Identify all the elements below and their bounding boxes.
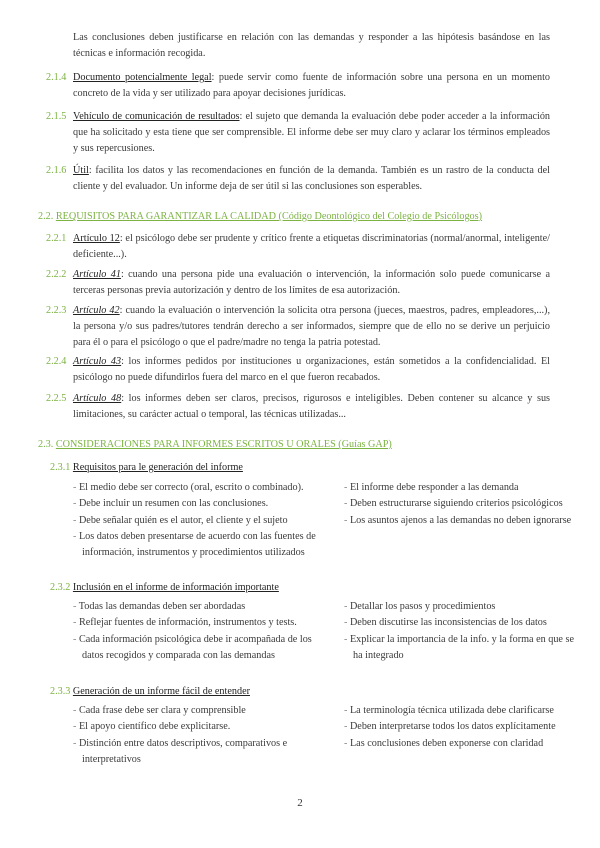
item-text: : el sujeto que demanda la evaluación debe poder acceder a la información que ha solicitado y esta tiene que ser comprensible. El informe debe ser muy claro y aclarar los términos empleados y sus repercusiones. (73, 111, 551, 154)
item-number: 2.1.4 (46, 72, 67, 83)
list-item: - Deben interpretarse todos los datos explícitamente (344, 721, 556, 733)
item-number: 2.2.2 (46, 269, 67, 280)
item-term: Artículo 48 (73, 393, 122, 404)
list-item: - Distinción entre datos descriptivos, comparativos e interpretativos (73, 737, 288, 765)
item-term: Artículo 43 (73, 356, 122, 367)
item-2-1-5 (46, 109, 551, 156)
list-item: - El informe debe responder a las demanda (344, 482, 519, 493)
page-number: 2 (297, 797, 303, 809)
list-left-2-3-3 (73, 703, 335, 768)
list-item: - Cada frase debe ser clara y comprensible (73, 705, 246, 716)
item-term: Útil (73, 165, 89, 176)
subsection-number: 2.3.2 (50, 582, 71, 593)
item-number: 2.2.1 (46, 233, 67, 244)
item-term: Artículo 12 (73, 233, 120, 244)
section-number: 2.3. (38, 439, 54, 450)
item-term: Documento potencialmente legal (73, 72, 212, 83)
item-number: 2.2.3 (46, 305, 67, 316)
subsection-heading-2-3-3 (50, 684, 250, 700)
section-heading-2-3 (38, 437, 580, 453)
item-term: Vehículo de comunicación de resultados (73, 111, 240, 122)
item-text: : los informes deben ser claros, precisos, rigurosos e inteligibles. Deben contener su alcance y sus limitaciones, su carácter actual o temporal, las técnicas utilizadas... (73, 393, 551, 420)
item-text: : cuando la evaluación o intervención la solicita otra persona (jueces, maestros, padres, empleadores,...), la persona y/o sus padres/tutores tendrán derecho a ser informados, siempre que de ello no se derive un perjuicio para él o para el psicólogo o que el padre/madre no tenga la patria potestad. (73, 305, 551, 348)
list-item: - Deben estructurarse siguiendo criterios psicológicos (344, 498, 563, 510)
list-item: - El medio debe ser correcto (oral, escrito o combinado). (73, 482, 304, 493)
list-item: - Debe señalar quién es el autor, el cliente y el sujeto (73, 514, 288, 526)
list-left-2-3-1 (73, 480, 335, 562)
list-item: - Los datos deben presentarse de acuerdo con las fuentes de información, instrumentos y procedimientos utilizados (73, 530, 316, 559)
subsection-number: 2.3.3 (50, 686, 71, 697)
subsection-title: Generación de un informe fácil de entender (72, 686, 250, 697)
list-item: - La terminología técnica utilizada debe clarificarse (344, 705, 554, 716)
list-item: - Las conclusiones deben exponerse con claridad (344, 737, 544, 749)
section-number: 2.2. (38, 211, 54, 222)
item-2-2-5 (46, 391, 551, 423)
item-2-2-4 (46, 354, 550, 386)
item-text: : puede servir como fuente de información sobre una persona en un momento concreto de la vida y ser utilizado para apoyar decisiones jurídicas. (73, 72, 550, 99)
item-term: Artículo 42 (73, 305, 120, 316)
subsection-number: 2.3.1 (50, 462, 71, 473)
subsection-heading-2-3-2 (50, 580, 279, 596)
item-2-1-6 (46, 163, 550, 195)
item-number: 2.1.5 (46, 111, 67, 122)
list-item: - Cada información psicológica debe ir acompañada de los datos recogidos y comparada con las demandas (73, 633, 312, 661)
list-item: - Los asuntos ajenos a las demandas no deben ignorarse (344, 514, 572, 526)
item-2-2-2 (46, 267, 550, 299)
intro-paragraph: Las conclusiones deben justificarse en relación con las demandas y responder a las hipótesis basándose en las técnicas e información recogida. (73, 32, 550, 59)
item-number: 2.2.5 (46, 393, 67, 404)
section-title: REQUISITOS PARA GARANTIZAR LA CALIDAD (Código Deontológico del Colegio de Psicólogos) (55, 211, 482, 222)
section-heading-2-2 (38, 209, 580, 225)
section-title: CONSIDERACIONES PARA INFORMES ESCRITOS U ORALES (Guías GAP) (55, 439, 392, 450)
list-right-2-3-1 (344, 480, 584, 529)
item-number: 2.2.4 (46, 356, 67, 367)
list-item: - Reflejar fuentes de información, instrumentos y tests. (73, 617, 297, 629)
subsection-heading-2-3-1 (50, 460, 243, 476)
list-item: - Debe incluir un resumen con las conclusiones. (73, 498, 269, 510)
item-text: : facilita los datos y las recomendaciones en función de la demanda. También es un rastro de la conducta del cliente y del evaluador. Un informe deja de ser útil si las conclusiones son esperables. (73, 165, 550, 192)
list-item: - Todas las demandas deben ser abordadas (73, 601, 246, 612)
list-item: - El apoyo científico debe explicitarse. (73, 721, 231, 733)
item-number: 2.1.6 (46, 165, 67, 176)
subsection-title: Requisitos para le generación del informe (72, 462, 243, 473)
item-2-1-4 (46, 70, 550, 102)
list-item: - Explicar la importancia de la info. y la forma en que se ha integrado (344, 633, 574, 661)
list-left-2-3-2 (73, 599, 335, 664)
item-2-2-3 (46, 303, 551, 350)
list-right-2-3-3 (344, 703, 584, 752)
item-text: : el psicólogo debe ser prudente y crítico frente a etiquetas discriminatorias (normal/anormal, inteligente/ deficiente...). (73, 233, 550, 260)
subsection-title: Inclusión en el informe de información importante (72, 582, 279, 593)
list-item: - Deben discutirse las inconsistencias de los datos (344, 617, 547, 629)
item-2-2-1 (46, 231, 550, 263)
list-right-2-3-2 (344, 599, 584, 664)
item-text: : cuando una persona pide una evaluación o intervención, la información solo puede comunicarse a terceras personas previa autorización y dentro de los límites de esa autorización. (73, 269, 550, 296)
item-term: Artículo 41 (73, 269, 121, 280)
item-text: : los informes pedidos por instituciones u organizaciones, están sometidos a la confidencialidad. El psicólogo no puede difundirlos fuera del marco en el que fueron recabados. (73, 356, 550, 383)
list-item: - Detallar los pasos y procedimientos (344, 601, 496, 612)
